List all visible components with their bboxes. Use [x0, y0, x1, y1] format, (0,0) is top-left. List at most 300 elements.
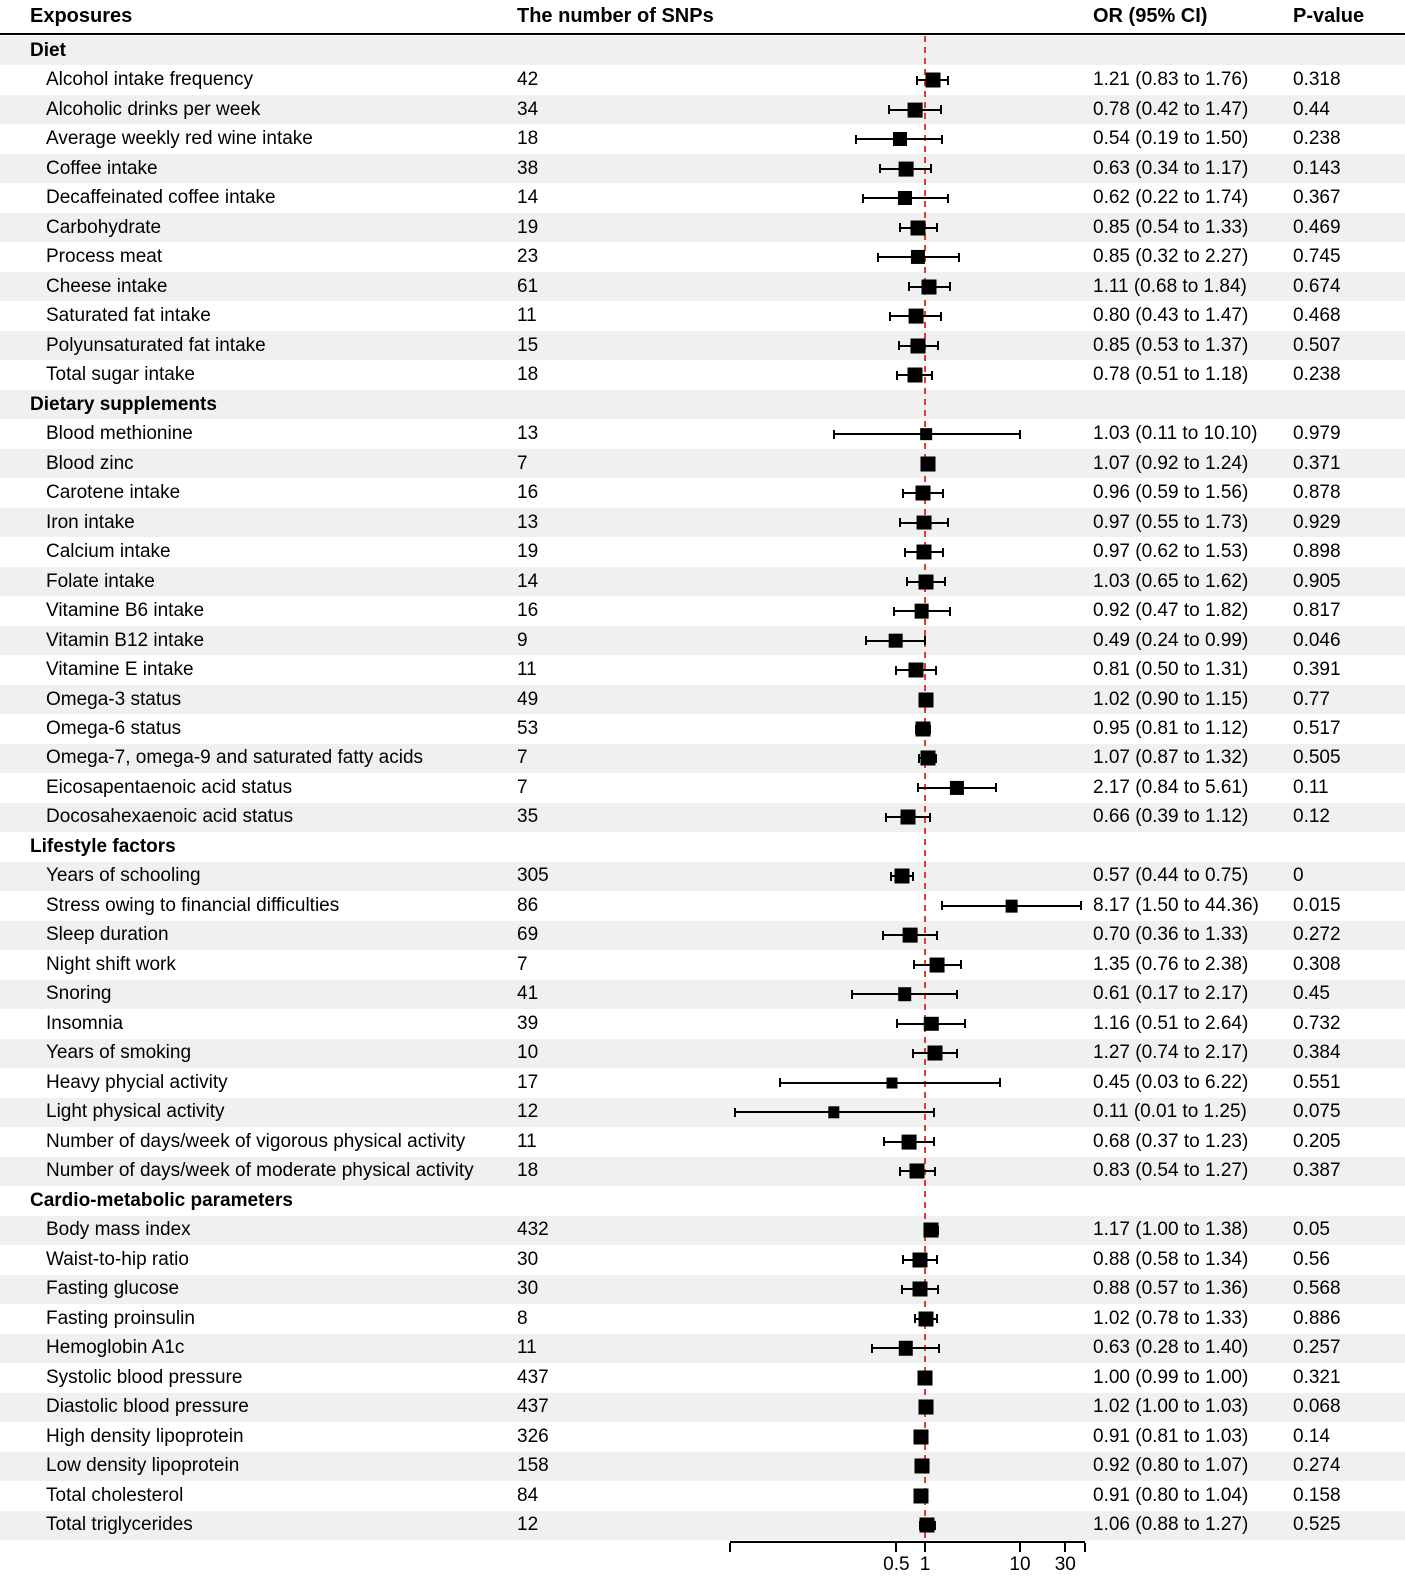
or-point-marker: [1005, 900, 1018, 913]
or-ci-text: 0.63 (0.34 to 1.17): [1093, 157, 1249, 179]
ci-cap-left: [941, 901, 943, 910]
ci-cap-left: [885, 813, 887, 822]
exposure-label: Omega-7, omega-9 and saturated fatty acids: [46, 747, 424, 769]
exposure-row: [0, 803, 1405, 832]
exposure-label: Number of days/week of vigorous physical activity: [46, 1130, 466, 1152]
ci-cap-right: [940, 105, 942, 114]
exposure-row: [0, 65, 1405, 94]
or-ci-text: 0.78 (0.42 to 1.47): [1093, 98, 1249, 120]
or-point-marker: [916, 545, 931, 560]
snp-count: 437: [517, 1396, 549, 1418]
ci-cap-right: [936, 1255, 938, 1264]
exposure-label: Process meat: [46, 246, 163, 268]
or-ci-text: 0.45 (0.03 to 6.22): [1093, 1071, 1249, 1093]
p-value: 0.12: [1293, 806, 1330, 828]
exposure-row: [0, 1393, 1405, 1422]
p-value: 0.929: [1293, 511, 1341, 533]
exposure-label: Calcium intake: [46, 541, 171, 563]
snp-count: 14: [517, 187, 539, 209]
section-row: [0, 832, 1405, 861]
exposure-label: Docosahexaenoic acid status: [46, 806, 294, 828]
exposure-label: Omega-3 status: [46, 688, 182, 710]
p-value: 0.905: [1293, 570, 1341, 592]
snp-count: 16: [517, 482, 539, 504]
or-ci-text: 0.68 (0.37 to 1.23): [1093, 1130, 1249, 1152]
exposure-row: [0, 685, 1405, 714]
ci-cap-right: [1080, 901, 1082, 910]
p-value: 0.238: [1293, 128, 1341, 150]
exposure-row: [0, 1245, 1405, 1274]
section-label: Lifestyle factors: [30, 835, 176, 857]
p-value: 0.015: [1293, 894, 1341, 916]
snp-count: 8: [517, 1307, 528, 1329]
p-value: 0.075: [1293, 1101, 1341, 1123]
ci-cap-left: [888, 105, 890, 114]
or-point-marker: [914, 1459, 929, 1474]
or-ci-text: 0.88 (0.58 to 1.34): [1093, 1248, 1249, 1270]
p-value: 0.046: [1293, 629, 1341, 651]
p-value: 0.468: [1293, 305, 1341, 327]
exposure-row: [0, 1511, 1405, 1540]
ci-cap-left: [882, 931, 884, 940]
exposure-label: Decaffeinated coffee intake: [46, 187, 276, 209]
p-value: 0.371: [1293, 452, 1341, 474]
p-value: 0.674: [1293, 275, 1341, 297]
or-point-marker: [903, 928, 918, 943]
p-value: 0.143: [1293, 157, 1341, 179]
ci-cap-left: [862, 194, 864, 203]
axis-tick-label: 10: [1009, 1554, 1031, 1575]
or-ci-text: 0.49 (0.24 to 0.99): [1093, 629, 1249, 651]
ci-cap-left: [890, 872, 892, 881]
p-value: 0.257: [1293, 1337, 1341, 1359]
ci-cap-right: [933, 1108, 935, 1117]
or-point-marker: [922, 279, 937, 294]
or-point-marker: [920, 428, 932, 440]
or-point-marker: [920, 751, 935, 766]
ci-cap-left: [851, 990, 853, 999]
ci-cap-left: [904, 548, 906, 557]
snp-count: 10: [517, 1042, 539, 1064]
or-point-marker: [912, 1282, 927, 1297]
ci-cap-right: [930, 164, 932, 173]
or-point-marker: [912, 1252, 927, 1267]
or-point-marker: [898, 988, 912, 1002]
exposure-label: Sleep duration: [46, 924, 169, 946]
or-point-marker: [914, 1488, 929, 1503]
snp-count: 23: [517, 246, 539, 268]
or-ci-text: 1.27 (0.74 to 2.17): [1093, 1042, 1249, 1064]
snp-count: 17: [517, 1071, 539, 1093]
ci-cap-left: [901, 1285, 903, 1294]
snp-count: 326: [517, 1425, 549, 1447]
exposure-row: [0, 744, 1405, 773]
or-ci-text: 1.21 (0.83 to 1.76): [1093, 69, 1249, 91]
ci-cap-left: [895, 666, 897, 675]
exposure-label: Total cholesterol: [46, 1484, 184, 1506]
or-ci-text: 1.16 (0.51 to 2.64): [1093, 1012, 1249, 1034]
ci-cap-right: [937, 341, 939, 350]
ci-cap-right: [956, 1049, 958, 1058]
or-ci-text: 2.17 (0.84 to 5.61): [1093, 776, 1249, 798]
ci-cap-left: [916, 76, 918, 85]
p-value: 0.391: [1293, 659, 1341, 681]
or-ci-text: 0.11 (0.01 to 1.25): [1093, 1101, 1247, 1123]
or-point-marker: [916, 515, 931, 530]
or-ci-text: 0.96 (0.59 to 1.56): [1093, 482, 1249, 504]
exposure-label: Vitamine E intake: [46, 659, 194, 681]
snp-count: 86: [517, 894, 539, 916]
snp-count: 158: [517, 1455, 549, 1477]
or-point-marker: [924, 1223, 939, 1238]
ci-cap-right: [960, 960, 962, 969]
or-ci-text: 0.85 (0.54 to 1.33): [1093, 216, 1249, 238]
or-ci-text: 0.97 (0.55 to 1.73): [1093, 511, 1249, 533]
or-point-marker: [828, 1107, 839, 1118]
p-value: 0.272: [1293, 924, 1341, 946]
exposure-label: Vitamine B6 intake: [46, 600, 205, 622]
snp-count: 13: [517, 423, 539, 445]
or-ci-text: 0.78 (0.51 to 1.18): [1093, 364, 1249, 386]
or-ci-text: 0.92 (0.80 to 1.07): [1093, 1455, 1249, 1477]
section-row: [0, 1186, 1405, 1215]
or-ci-text: 0.97 (0.62 to 1.53): [1093, 541, 1249, 563]
p-value: 0.384: [1293, 1042, 1341, 1064]
or-point-marker: [908, 309, 923, 324]
or-ci-text: 1.06 (0.88 to 1.27): [1093, 1514, 1249, 1536]
exposure-row: [0, 213, 1405, 242]
exposure-row: [0, 331, 1405, 360]
ci-cap-left: [899, 518, 901, 527]
exposure-label: Insomnia: [46, 1012, 124, 1034]
snp-count: 11: [517, 1130, 537, 1152]
exposure-row: [0, 1039, 1405, 1068]
ci-cap-left: [896, 1019, 898, 1028]
or-point-marker: [950, 781, 964, 795]
axis-line: [730, 1541, 1085, 1543]
ci-cap-left: [855, 135, 857, 144]
p-value: 0.469: [1293, 216, 1341, 238]
ci-cap-right: [941, 135, 943, 144]
or-ci-text: 1.17 (1.00 to 1.38): [1093, 1219, 1249, 1241]
ci-cap-left: [877, 253, 879, 262]
snp-count: 11: [517, 1337, 537, 1359]
ci-cap-left: [899, 1167, 901, 1176]
ci-cap-right: [937, 1285, 939, 1294]
or-point-marker: [927, 1046, 942, 1061]
snp-count: 7: [517, 452, 528, 474]
or-ci-text: 1.07 (0.92 to 1.24): [1093, 452, 1249, 474]
snp-count: 16: [517, 600, 539, 622]
or-point-marker: [900, 810, 915, 825]
snp-count: 11: [517, 659, 537, 681]
p-value: 0.517: [1293, 718, 1341, 739]
snp-count: 38: [517, 157, 539, 179]
p-value: 0.507: [1293, 334, 1341, 356]
snp-count: 305: [517, 865, 549, 887]
ci-cap-left: [734, 1108, 736, 1117]
exposure-row: [0, 1098, 1405, 1127]
or-ci-text: 8.17 (1.50 to 44.36): [1093, 894, 1259, 916]
axis-tick: [924, 1543, 926, 1552]
or-point-marker: [910, 1164, 925, 1179]
column-header-snps: The number of SNPs: [517, 5, 714, 27]
or-point-marker: [914, 1429, 929, 1444]
axis-tick: [1064, 1543, 1066, 1552]
ci-cap-right: [924, 636, 926, 645]
exposure-label: Folate intake: [46, 570, 155, 592]
exposure-row: [0, 1275, 1405, 1304]
ci-cap-right: [958, 253, 960, 262]
or-point-marker: [887, 1077, 898, 1088]
p-value: 0.745: [1293, 246, 1341, 268]
ci-cap-right: [934, 1167, 936, 1176]
exposure-row: [0, 714, 1405, 743]
or-point-marker: [916, 486, 931, 501]
p-value: 0.44: [1293, 98, 1330, 120]
ci-cap-right: [942, 489, 944, 498]
ci-cap-left: [898, 341, 900, 350]
section-row: [0, 390, 1405, 419]
or-ci-text: 0.95 (0.81 to 1.12): [1093, 718, 1249, 739]
exposure-label: Stress owing to financial difficulties: [46, 894, 340, 916]
snp-count: 84: [517, 1484, 539, 1506]
or-point-marker: [920, 456, 935, 471]
p-value: 0.238: [1293, 364, 1341, 386]
ci-cap-left: [893, 607, 895, 616]
section-label: Dietary supplements: [30, 393, 217, 415]
exposure-label: Vitamin B12 intake: [46, 629, 205, 651]
or-point-marker: [918, 1400, 933, 1415]
snp-count: 18: [517, 128, 539, 150]
p-value: 0.11: [1293, 776, 1329, 798]
exposure-row: [0, 1216, 1405, 1245]
or-ci-text: 0.63 (0.28 to 1.40): [1093, 1337, 1249, 1359]
exposure-label: Iron intake: [46, 511, 135, 533]
or-point-marker: [907, 368, 922, 383]
or-ci-text: 0.66 (0.39 to 1.12): [1093, 806, 1249, 828]
section-label: Diet: [30, 39, 66, 61]
exposure-row: [0, 921, 1405, 950]
snp-count: 30: [517, 1278, 539, 1300]
exposure-row: [0, 626, 1405, 655]
exposure-label: Waist-to-hip ratio: [46, 1248, 189, 1270]
snp-count: 41: [517, 983, 539, 1005]
ci-cap-left: [871, 1344, 873, 1353]
snp-count: 42: [517, 69, 539, 91]
exposure-label: Night shift work: [46, 953, 176, 975]
ci-cap-right: [995, 783, 997, 792]
snp-count: 49: [517, 688, 539, 710]
ci-cap-right: [999, 1078, 1001, 1087]
exposure-row: [0, 567, 1405, 596]
p-value: 0.886: [1293, 1307, 1341, 1329]
or-point-marker: [918, 1311, 933, 1326]
snp-count: 53: [517, 718, 539, 739]
or-ci-text: 1.03 (0.11 to 10.10): [1093, 423, 1258, 445]
ci-cap-right: [935, 754, 937, 763]
exposure-label: Alcoholic drinks per week: [46, 98, 261, 120]
or-point-marker: [911, 250, 925, 264]
or-ci-text: 0.83 (0.54 to 1.27): [1093, 1160, 1249, 1182]
exposure-label: Average weekly red wine intake: [46, 128, 313, 150]
exposure-label: Carbohydrate: [46, 216, 162, 238]
or-point-marker: [924, 1017, 938, 1031]
p-value: 0.505: [1293, 747, 1341, 769]
p-value: 0.321: [1293, 1366, 1341, 1388]
or-ci-text: 0.91 (0.81 to 1.03): [1093, 1425, 1249, 1447]
or-ci-text: 1.02 (1.00 to 1.03): [1093, 1396, 1249, 1418]
or-ci-text: 0.88 (0.57 to 1.36): [1093, 1278, 1249, 1300]
exposure-row: [0, 360, 1405, 389]
exposure-row: [0, 272, 1405, 301]
p-value: 0.817: [1293, 600, 1341, 622]
ci-cap-right: [935, 666, 937, 675]
axis-tick: [1019, 1543, 1021, 1552]
snp-count: 35: [517, 806, 539, 828]
or-ci-text: 0.85 (0.53 to 1.37): [1093, 334, 1249, 356]
exposure-label: Fasting proinsulin: [46, 1307, 195, 1329]
exposure-label: Blood methionine: [46, 423, 193, 445]
snp-count: 18: [517, 1160, 539, 1182]
or-point-marker: [909, 663, 924, 678]
or-ci-text: 1.02 (0.90 to 1.15): [1093, 688, 1249, 710]
exposure-row: [0, 508, 1405, 537]
snp-count: 61: [517, 275, 539, 297]
exposure-label: Diastolic blood pressure: [46, 1396, 249, 1418]
or-point-marker: [918, 692, 933, 707]
or-ci-text: 0.81 (0.50 to 1.31): [1093, 659, 1249, 681]
axis-tick: [895, 1543, 897, 1552]
or-point-marker: [899, 161, 914, 176]
axis-end-tick: [729, 1543, 731, 1552]
ci-cap-left: [902, 1255, 904, 1264]
exposure-row: [0, 655, 1405, 684]
ci-cap-left: [879, 164, 881, 173]
or-point-marker: [907, 102, 922, 117]
column-header-exposures: Exposures: [30, 5, 133, 27]
exposure-label: Total sugar intake: [46, 364, 195, 386]
exposure-label: Omega-6 status: [46, 718, 182, 739]
snp-count: 15: [517, 334, 539, 356]
or-point-marker: [893, 132, 907, 146]
or-point-marker: [914, 604, 929, 619]
exposure-row: [0, 1009, 1405, 1038]
snp-count: 19: [517, 216, 539, 238]
exposure-row: [0, 891, 1405, 920]
or-ci-text: 0.54 (0.19 to 1.50): [1093, 128, 1249, 150]
or-point-marker: [894, 869, 909, 884]
ci-cap-right: [947, 518, 949, 527]
snp-count: 9: [517, 629, 528, 651]
exposure-label: Cheese intake: [46, 275, 168, 297]
ci-cap-left: [917, 783, 919, 792]
snp-count: 13: [517, 511, 539, 533]
exposure-label: Coffee intake: [46, 157, 158, 179]
ci-cap-right: [949, 607, 951, 616]
p-value: 0.56: [1293, 1248, 1330, 1270]
p-value: 0.318: [1293, 69, 1341, 91]
or-ci-text: 1.02 (0.78 to 1.33): [1093, 1307, 1249, 1329]
or-ci-text: 1.07 (0.87 to 1.32): [1093, 747, 1249, 769]
exposure-row: [0, 154, 1405, 183]
or-point-marker: [902, 1134, 917, 1149]
exposure-row: [0, 980, 1405, 1009]
snp-count: 7: [517, 776, 528, 798]
p-value: 0.551: [1293, 1071, 1341, 1093]
snp-count: 12: [517, 1514, 539, 1536]
exposure-label: Polyunsaturated fat intake: [46, 334, 266, 356]
ci-cap-left: [908, 282, 910, 291]
exposure-label: Years of smoking: [46, 1042, 192, 1064]
ci-cap-left: [896, 371, 898, 380]
p-value: 0.898: [1293, 541, 1341, 563]
or-ci-text: 1.00 (0.99 to 1.00): [1093, 1366, 1249, 1388]
or-ci-text: 1.35 (0.76 to 2.38): [1093, 953, 1249, 975]
exposure-row: [0, 950, 1405, 979]
exposure-row: [0, 1481, 1405, 1510]
ci-cap-right: [940, 312, 942, 321]
exposure-row: [0, 124, 1405, 153]
ci-cap-right: [929, 813, 931, 822]
snp-count: 11: [517, 305, 537, 327]
exposure-row: [0, 537, 1405, 566]
or-ci-text: 0.57 (0.44 to 0.75): [1093, 865, 1249, 887]
ci-cap-right: [936, 223, 938, 232]
exposure-label: Snoring: [46, 983, 112, 1005]
or-ci-text: 0.91 (0.80 to 1.04): [1093, 1484, 1249, 1506]
exposure-label: Saturated fat intake: [46, 305, 211, 327]
ci-cap-left: [912, 1049, 914, 1058]
ci-cap-right: [947, 194, 949, 203]
axis-tick-label: 1: [919, 1554, 931, 1575]
p-value: 0.45: [1293, 983, 1330, 1005]
ci-cap-right: [964, 1019, 966, 1028]
column-header-pvalue: P-value: [1293, 5, 1365, 27]
or-ci-text: 1.03 (0.65 to 1.62): [1093, 570, 1249, 592]
ci-cap-left: [833, 430, 835, 439]
p-value: 0.979: [1293, 423, 1341, 445]
p-value: 0.878: [1293, 482, 1341, 504]
exposure-row: [0, 1422, 1405, 1451]
snp-count: 14: [517, 570, 539, 592]
snp-count: 7: [517, 747, 528, 769]
p-value: 0.525: [1293, 1514, 1341, 1536]
section-row: [0, 36, 1405, 65]
snp-count: 7: [517, 953, 528, 975]
exposure-label: Years of schooling: [46, 865, 201, 887]
exposure-row: [0, 1363, 1405, 1392]
exposure-row: [0, 419, 1405, 448]
p-value: 0.158: [1293, 1484, 1341, 1506]
ci-cap-left: [899, 223, 901, 232]
p-value: 0.05: [1293, 1219, 1330, 1241]
ci-cap-right: [936, 1314, 938, 1323]
p-value: 0.367: [1293, 187, 1341, 209]
or-point-marker: [925, 73, 940, 88]
column-header-or-ci: OR (95% CI): [1093, 5, 1208, 27]
or-ci-text: 0.85 (0.32 to 2.27): [1093, 246, 1249, 268]
snp-count: 34: [517, 98, 539, 120]
ci-cap-left: [889, 312, 891, 321]
axis-end-tick: [1084, 1543, 1086, 1552]
p-value: 0.205: [1293, 1130, 1341, 1152]
snp-count: 19: [517, 541, 539, 563]
p-value: 0.14: [1293, 1425, 1330, 1447]
or-ci-text: 0.80 (0.43 to 1.47): [1093, 305, 1249, 327]
snp-count: 432: [517, 1219, 549, 1241]
section-label: Cardio-metabolic parameters: [30, 1189, 293, 1211]
